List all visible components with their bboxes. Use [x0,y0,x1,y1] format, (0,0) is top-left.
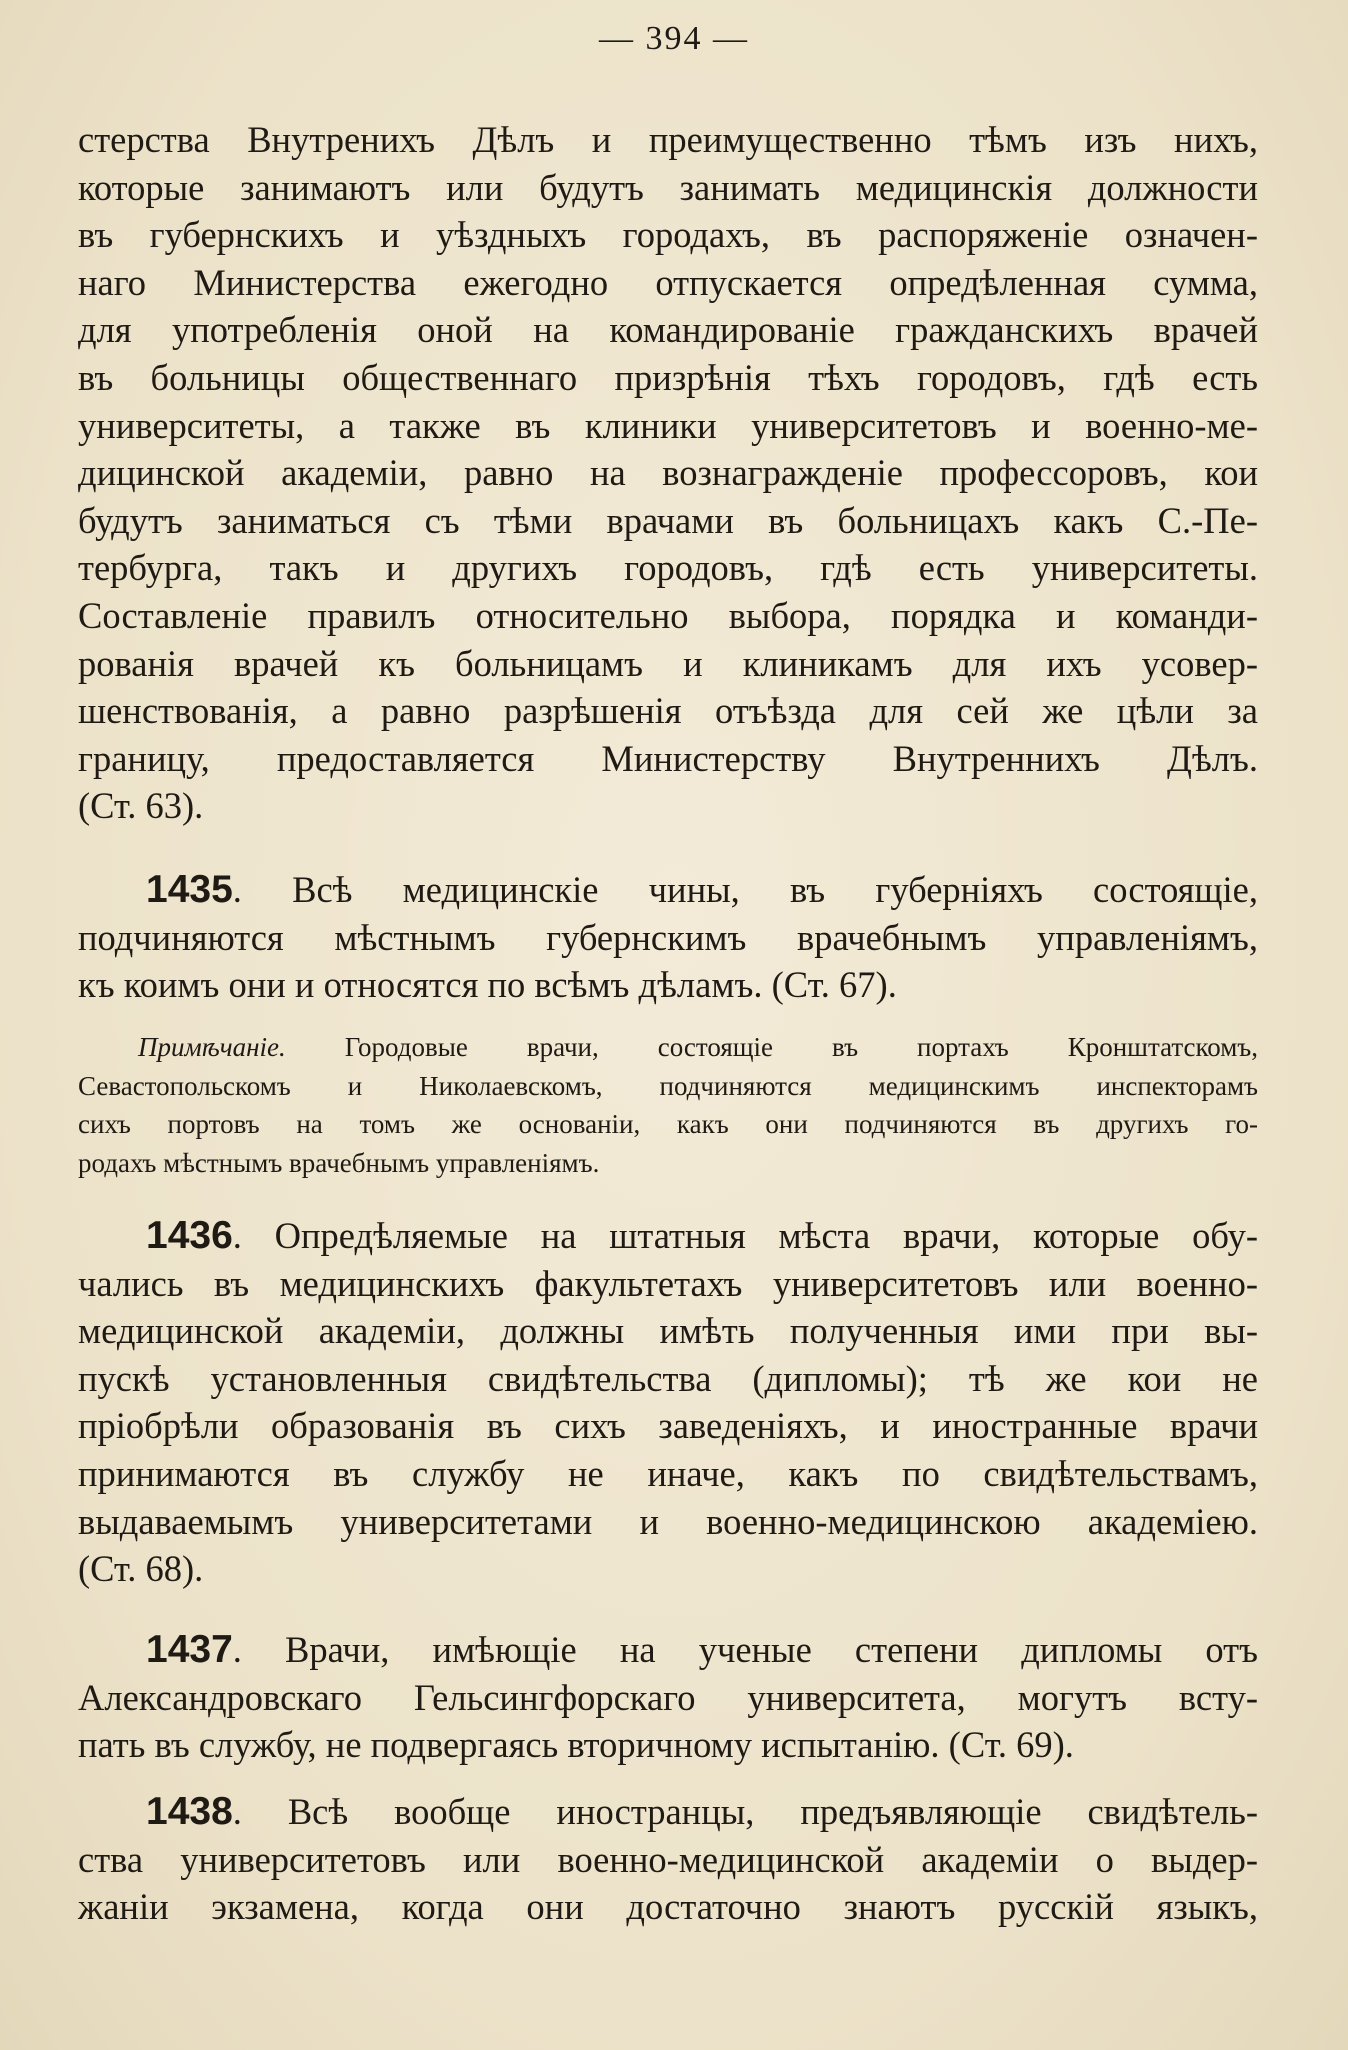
article-number: 1435 [146,868,233,911]
text-line: тербурга, такъ и другихъ городовъ, гдѣ есть университеты. [78,547,1258,589]
text-line: выдаваемымъ университетами и военно-медицинскою академіею. [78,1500,1258,1542]
note-text: Городовые врачи, состоящіе въ портахъ Кронштатскомъ, [285,1032,1258,1062]
text-line: будутъ заниматься съ тѣми врачами въ больницахъ какъ С.-Пе- [78,499,1258,541]
article-text: . Врачи, имѣющіе на ученые степени дипломы отъ [232,1629,1258,1670]
text-line: Составленіе правилъ относительно выбора, порядка и команди- [78,594,1258,636]
text-line: принимаются въ службу не иначе, какъ по свидѣтельствамъ, [78,1452,1258,1494]
text-line: медицинской академіи, должны имѣть полученныя ими при вы- [78,1310,1258,1352]
note-first-line [78,1028,1258,1067]
article-text: . Всѣ медицинскіе чины, въ губерніяхъ состоящіе, [232,869,1258,910]
text-line: въ больницы общественнаго призрѣнія тѣхъ городовъ, гдѣ есть [78,356,1258,398]
text-line: для употребленія оной на командированіе гражданскихъ врачей [78,309,1258,351]
text-line: подчиняются мѣстнымъ губернскимъ врачебнымъ управленіямъ, [78,916,1258,958]
text-line: которые занимаютъ или будутъ занимать медицинскія должности [78,166,1258,208]
text-line: къ коимъ они и относятся по всѣмъ дѣламъ. (Ст. 67). [78,964,897,1006]
text-line: (Ст. 68). [78,1548,204,1590]
article-number: 1438 [146,1790,233,1833]
text-line: Севастопольскомъ и Николаевскомъ, подчиняются медицинскимъ инспекторамъ [78,1070,1258,1101]
page-number: — 394 — [599,20,749,57]
text-line: границу, предоставляется Министерству Внутреннихъ Дѣлъ. [78,737,1258,779]
text-line: ства университетовъ или военно-медицинской академіи о выдер- [78,1838,1258,1880]
text-line: сихъ портовъ на томъ же основаніи, какъ они подчиняются въ другихъ го- [78,1109,1258,1140]
text-line: жаніи экзамена, когда они достаточно знаютъ русскій языкъ, [78,1886,1258,1928]
text-line: шенствованія, а равно разрѣшенія отъѣзда для сей же цѣли за [78,690,1258,732]
article-number: 1437 [146,1628,233,1671]
text-line: рованія врачей къ больницамъ и клиникамъ для ихъ усовер- [78,642,1258,684]
article-1438 [78,1788,1258,1931]
intro-paragraph [78,116,1258,830]
article-first-line [78,1788,1258,1836]
text-line: университеты, а также въ клиники университетовъ и военно-ме- [78,404,1258,446]
article-first-line [78,866,1258,914]
text-line: (Ст. 63). [78,785,204,827]
article-number: 1436 [146,1214,233,1257]
article-text: . Всѣ вообще иностранцы, предъявляющіе свидѣтель- [232,1791,1258,1832]
text-line: чались въ медицинскихъ факультетахъ университетовъ или военно- [78,1262,1258,1304]
article-first-line [78,1212,1258,1260]
text-line: дицинской академіи, равно на вознагражденіе профессоровъ, кои [78,452,1258,494]
text-line: пускѣ установленныя свидѣтельства (дипломы); тѣ же кои не [78,1357,1258,1399]
text-line: стерства Внутренихъ Дѣлъ и преимущественно тѣмъ изъ нихъ, [78,119,1258,160]
article-1435 [78,866,1258,1009]
article-1437 [78,1626,1258,1769]
text-line: въ губернскихъ и уѣздныхъ городахъ, въ распоряженіе означен- [78,214,1258,256]
text-line: пать въ службу, не подвергаясь вторичному испытанію. (Ст. 69). [78,1724,1074,1766]
note-label: Примѣчаніе. [138,1032,286,1062]
article-text: . Опредѣляемые на штатныя мѣста врачи, которые обу- [232,1215,1258,1256]
text-line: Александровскаго Гельсингфорскаго университета, могутъ всту- [78,1676,1258,1718]
article-1436 [78,1212,1258,1593]
article-first-line [78,1626,1258,1674]
text-line: родахъ мѣстнымъ врачебнымъ управленіямъ. [78,1147,600,1178]
text-line: пріобрѣли образованія въ сихъ заведеніяхъ, и иностранные врачи [78,1405,1258,1447]
note-block [78,1028,1258,1182]
text-line: наго Министерства ежегодно отпускается опредѣленная сумма, [78,261,1258,303]
